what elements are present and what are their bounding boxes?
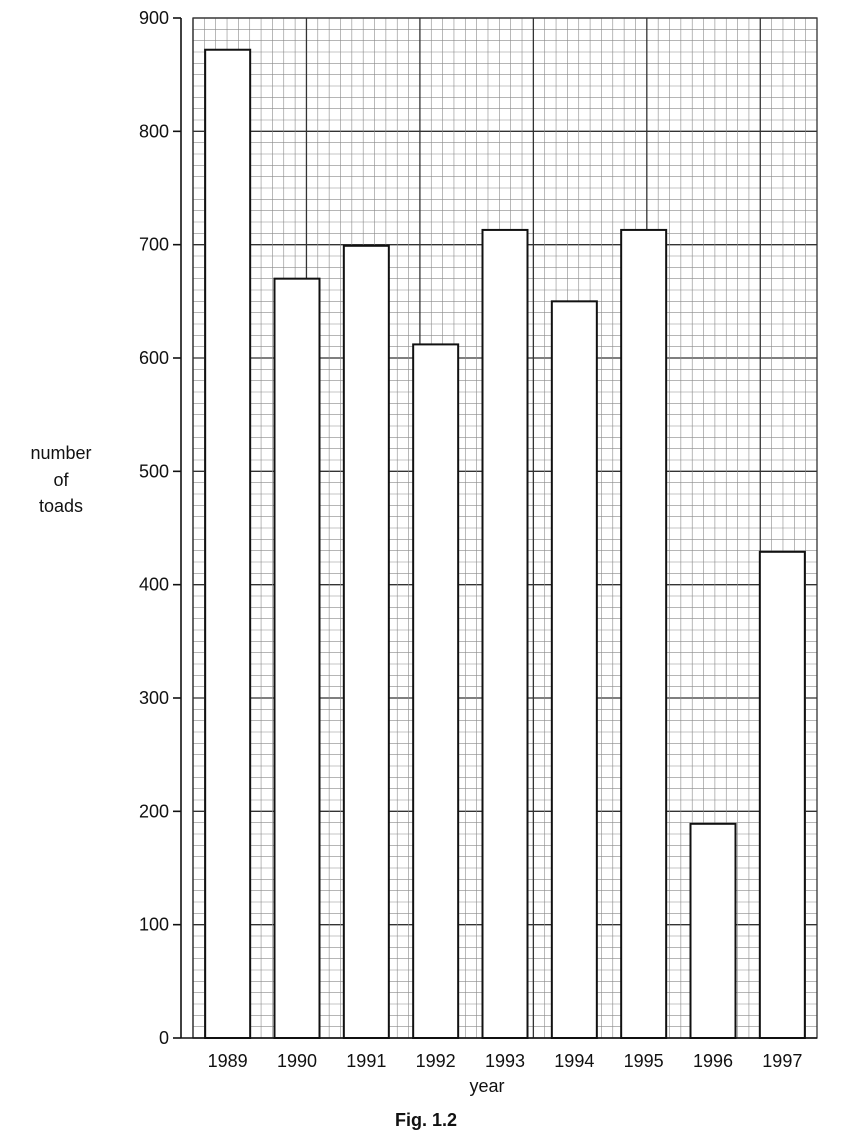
y-tick-label: 300 bbox=[138, 688, 169, 708]
bar-1996 bbox=[691, 824, 736, 1038]
y-tick-label: 0 bbox=[158, 1028, 169, 1048]
bar-1989 bbox=[205, 50, 250, 1038]
x-tick-label: 1995 bbox=[623, 1051, 664, 1071]
x-tick-label: 1997 bbox=[762, 1051, 803, 1071]
y-axis-title-line-3: toads bbox=[38, 496, 84, 516]
y-tick-label: 600 bbox=[138, 348, 169, 368]
y-tick-label: 900 bbox=[138, 8, 169, 28]
y-tick-label: 500 bbox=[138, 461, 169, 482]
bar-1993 bbox=[483, 230, 528, 1038]
y-axis-title-line-2: of bbox=[53, 470, 69, 490]
bar-1994 bbox=[552, 301, 597, 1038]
x-tick-label: 1989 bbox=[207, 1051, 248, 1071]
y-tick-label: 700 bbox=[138, 234, 169, 255]
bar-1992 bbox=[413, 344, 458, 1038]
x-axis-title: year bbox=[469, 1076, 505, 1096]
bar-1990 bbox=[275, 279, 320, 1038]
x-tick-label: 1991 bbox=[346, 1051, 387, 1071]
bar-1991 bbox=[344, 246, 389, 1038]
x-tick-label: 1990 bbox=[276, 1051, 318, 1071]
x-tick-labels bbox=[208, 1051, 803, 1071]
y-tick-label: 100 bbox=[138, 914, 169, 935]
y-axis-title-line-1: number bbox=[30, 443, 92, 463]
x-tick-label: 1993 bbox=[484, 1051, 526, 1071]
bar-1997 bbox=[760, 552, 805, 1038]
bar-1995 bbox=[621, 230, 666, 1038]
x-tick-label: 1994 bbox=[554, 1051, 595, 1071]
figure-caption: Fig. 1.2 bbox=[394, 1110, 458, 1130]
y-tick-label: 800 bbox=[138, 121, 169, 142]
x-tick-label: 1996 bbox=[692, 1051, 734, 1071]
y-tick-label: 200 bbox=[138, 801, 169, 822]
y-tick-labels bbox=[139, 8, 181, 1048]
y-tick-label: 400 bbox=[138, 574, 169, 595]
x-tick-label: 1992 bbox=[415, 1051, 456, 1071]
